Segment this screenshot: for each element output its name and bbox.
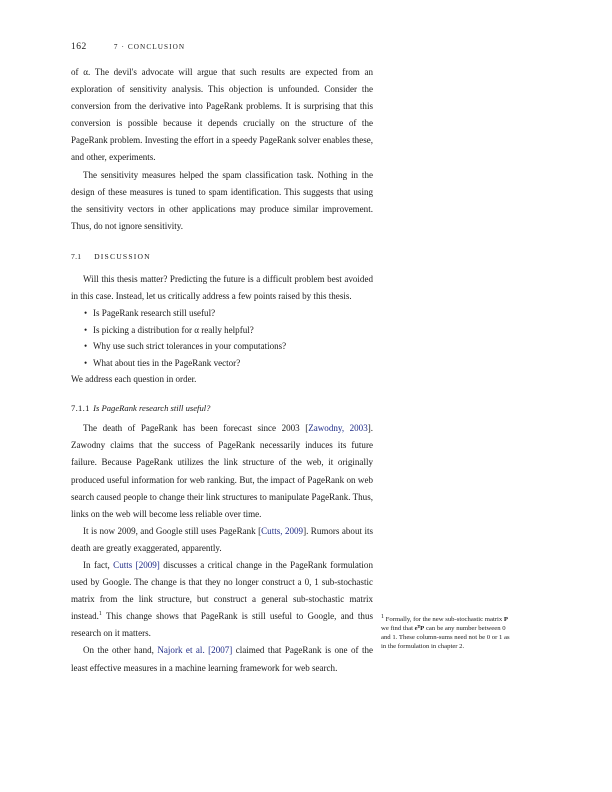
section-number: 7.1 (71, 251, 82, 261)
list-item: • What about ties in the PageRank vector? (71, 355, 373, 372)
running-header (71, 42, 185, 52)
intro-paragraph-1: of α. The devil's advocate will argue that such results are expected from an exploration of sensitivity analysis. This objection is unfounded. Consider the conversion from the derivative into PageRank problems. It is surprising that this conversion is possible because it depends crucially on the structure of the PageRank problem. Investing the effort in a speedy PageRank solver enables these, and other, experiments. (71, 67, 373, 163)
list-item: • Is PageRank research still useful? (71, 305, 373, 322)
citation-link-cutts[interactable]: Cutts, 2009 (261, 525, 304, 536)
list-item: • Is picking a distribution for α really helpful? (71, 322, 373, 339)
main-text-column (71, 64, 373, 677)
list-item: • Why use such strict tolerances in your computations? (71, 338, 373, 355)
subsection-paragraph-1: The death of PageRank has been forecast since 2003 [Zawodny, 2003]. Zawodny claims that the success of PageRank necessarily induces its future failure. Because PageRank utilizes the link structure of the web, it originally produced useful information for web ranking. But, the impact of PageRank on web search caused people to change their link structures to manipulate PageRank. Thus, links on the web will become less reliable over time. (71, 423, 373, 519)
question-list (71, 305, 373, 371)
subsection-paragraph-2: It is now 2009, and Google still uses PageRank [Cutts, 2009]. Rumors about its death are greatly exaggerated, apparently. (71, 525, 373, 553)
citation-link-zawodny[interactable]: Zawodny, 2003 (308, 423, 368, 434)
footnote-marker: 1 (98, 611, 102, 618)
subsection-paragraph-4: On the other hand, Najork et al. [2007] claimed that PageRank is one of the least effective measures in a machine learning framework for web search. (71, 645, 374, 673)
subsection-title: Is PageRank research still useful? (93, 403, 211, 414)
subsection-heading (71, 402, 373, 414)
intro-paragraph-2: The sensitivity measures helped the spam classification task. Nothing in the design of these measures is tuned to spam identification. This suggests that using the sensitivity vectors in other applications may produce similar improvement. Thus, do not ignore sensitivity. (71, 169, 373, 231)
column-sum-expression: eᵀP (414, 625, 425, 632)
subsection-number: 7.1.1 (71, 403, 90, 414)
page-number: 162 (71, 42, 87, 52)
subsection-paragraph-3: In fact, Cutts [2009] discusses a critical change in the PageRank formulation used by Google. The change is that they no longer construct a 0, 1 sub-stochastic matrix from the link structure, but construct a general sub-stochastic matrix instead.$^1$ This change shows that PageRank is still useful to Google, and thus research on it matters. (71, 559, 373, 639)
citation-link-najork[interactable]: Najork et al. [2007] (157, 645, 233, 656)
section-paragraph-1: Will this thesis matter? Predicting the future is a difficult problem best avoided in this case. Instead, let us critically address a few points raised by this thesis. (71, 273, 373, 302)
citation-link-cutts-2009[interactable]: Cutts [2009] (113, 559, 160, 570)
section-title: DISCUSSION (94, 251, 151, 261)
margin-note: $^1$ Formally, for the new sub-stochastic matrix P we find that eᵀP can be any number between 0 and 1. These column-sums need not be 0 or 1 as in the formulation in chapter 2. (381, 613, 510, 650)
chapter-title: 7 · CONCLUSION (113, 43, 186, 51)
section-heading (71, 251, 373, 263)
margin-note-marker: 1 (381, 613, 384, 620)
section-paragraph-2: We address each question in order. (71, 374, 197, 385)
matrix-symbol: P (503, 616, 509, 623)
